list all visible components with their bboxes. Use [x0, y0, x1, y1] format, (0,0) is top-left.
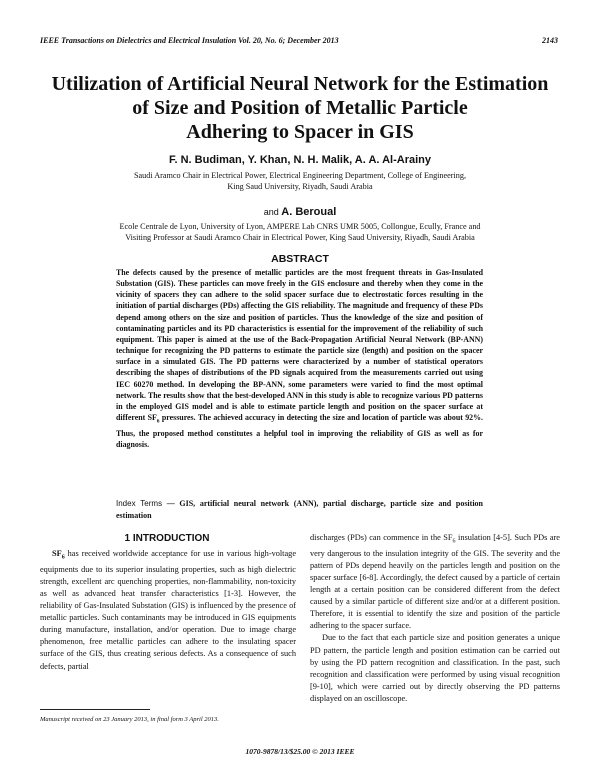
running-header: [40, 36, 558, 48]
intro-right-paragraph-1: [310, 532, 560, 632]
intro-left-text: has received worldwide acceptance for use in various high-voltage equipments due to its superior insulating properties, such as high dielectric strength, excellent arc quenching properties, non-flammability, non-toxicity as well as advanced heat transfer characteristics [1-3]. However, the reliability of Gas-Insulated Substation (GIS) is influenced by the presence of metallic particles. Such contaminants may be introduced in GIS equipments during manufacture, installation, and/or operation. Due to image charge phenomenon, free metallic particles can adhere to the insulating spacer surface of the GIS, thus creating serious defects. As a consequence of such defects, partial: [40, 549, 296, 671]
affiliation-line: King Saud University, Riyadh, Saudi Arabia: [227, 182, 373, 191]
copyright-footer: 1070-9878/13/$25.00 © 2013 IEEE: [245, 747, 355, 756]
subscript-6: 6: [61, 554, 65, 561]
affiliation-line: Saudi Aramco Chair in Electrical Power, Electrical Engineering Department, College of Engineering,: [133, 171, 467, 180]
intro-right-text: discharges (PDs) can commence in the SF: [310, 533, 453, 542]
title-line: of Size and Position of Metallic Particle: [132, 97, 468, 119]
intro-right-text: insulation [4-5]. Such PDs are very dangerous to the insulation integrity of the GIS. The severity and the pattern of PDs depend heavily on the particles length and position on the spacer surface [6-8]. Accordingly, the defect caused by a particle of certain length at a certain position can be considered different from the defect caused by a similar particle of different size and/or at a different position. Therefore, it is essential to identify the size and position of the particle adhering to the spacer surface.: [310, 533, 560, 631]
author-name: A. Beroual: [281, 206, 337, 218]
paper-title: [40, 72, 560, 144]
abstract-text-part1: The defects caused by the presence of metallic particles are the most frequent threats in Gas-Insulated Substation (GIS). These particles can move freely in the GIS enclosure and thereby when they come in the vicinity of spacers they can adhere to the solid spacer surface due to electrostatic forces resulting in the initiation of partial discharges (PDs) affecting the GIS reliability. The magnitude and frequency of these PDs depend among others on the size and position of particles. Thus the knowledge of the size and position of contaminating particles and its PD characteristics is essential for the improvement of the reliability of such equipment. This paper is aimed at the use of the Back-Propagation Artificial Neural Network (BP-ANN) technique for recognizing the PD patterns to estimate the particle size (length) and position on the spacer surface in a simulated GIS. The PD patterns were characterized by a number of statistical operators describing the shapes of distributions of the PD signals acquired from the measurements carried out using IEC 60270 method. In developing the BP-ANN, some parameters were varied to find the most optimal network. The results show that the best-developed ANN in this study is able to recognize various PD patterns in the employed GIS model and is able to estimate particle length and position on the spacer surface at different SF: [116, 268, 483, 423]
title-line: Adhering to Spacer in GIS: [186, 121, 414, 143]
sf-lead: SF: [52, 549, 62, 558]
abstract-heading: ABSTRACT: [271, 253, 329, 265]
abstract-text: [116, 267, 483, 450]
index-terms-text: — GIS, artificial neural network (ANN), partial discharge, particle size and position estimation: [116, 499, 483, 520]
manuscript-footnote: Manuscript received on 23 January 2013, in final form 3 April 2013.: [40, 716, 219, 723]
subscript-6: 6: [156, 418, 160, 425]
affiliation-line: Visiting Professor at Saudi Aramco Chair in Electrical Power, King Saud University, Riyadh, Saudi Arabia: [125, 233, 475, 242]
author-list-1: F. N. Budiman, Y. Khan, N. H. Malik, A. A. Al-Arainy: [168, 154, 431, 166]
author-list-2: [40, 206, 560, 218]
intro-right-paragraph-2: Due to the fact that each particle size and position generates a unique PD pattern, the particle length and position estimation can be carried out by using the PD pattern recognition and classification. In the past, such recognition and classification were performed by using visual recognition [9-10], which were carried out by directly observing the PD patterns displayed on an oscilloscope.: [310, 633, 560, 703]
affiliation-line: Ecole Centrale de Lyon, University of Lyon, AMPERE Lab CNRS UMR 5005, Collongue, Ecully, France and: [119, 222, 481, 231]
subscript-6: 6: [452, 538, 456, 545]
intro-right-column: [310, 532, 560, 705]
page-number: 2143: [542, 36, 558, 45]
index-terms: [116, 498, 483, 522]
abstract-text-part2: pressures. The achieved accuracy in detecting the size and location of particle was about 92%. Thus, the proposed method constitutes a helpful tool in improving the reliability of GIS as well as for diagnosis.: [116, 413, 483, 449]
intro-left-column: [40, 548, 296, 673]
section-heading: 1 INTRODUCTION: [124, 533, 210, 544]
affiliation-1: [40, 170, 560, 192]
and-word: and: [263, 207, 279, 217]
title-line: Utilization of Artificial Neural Network for the Estimation: [51, 73, 549, 95]
index-terms-label: Index Terms: [116, 499, 163, 508]
journal-name: IEEE Transactions on Dielectrics and Electrical Insulation Vol. 20, No. 6; December 2013: [40, 36, 339, 45]
footnote-rule: [40, 709, 150, 710]
affiliation-2: [40, 221, 560, 243]
